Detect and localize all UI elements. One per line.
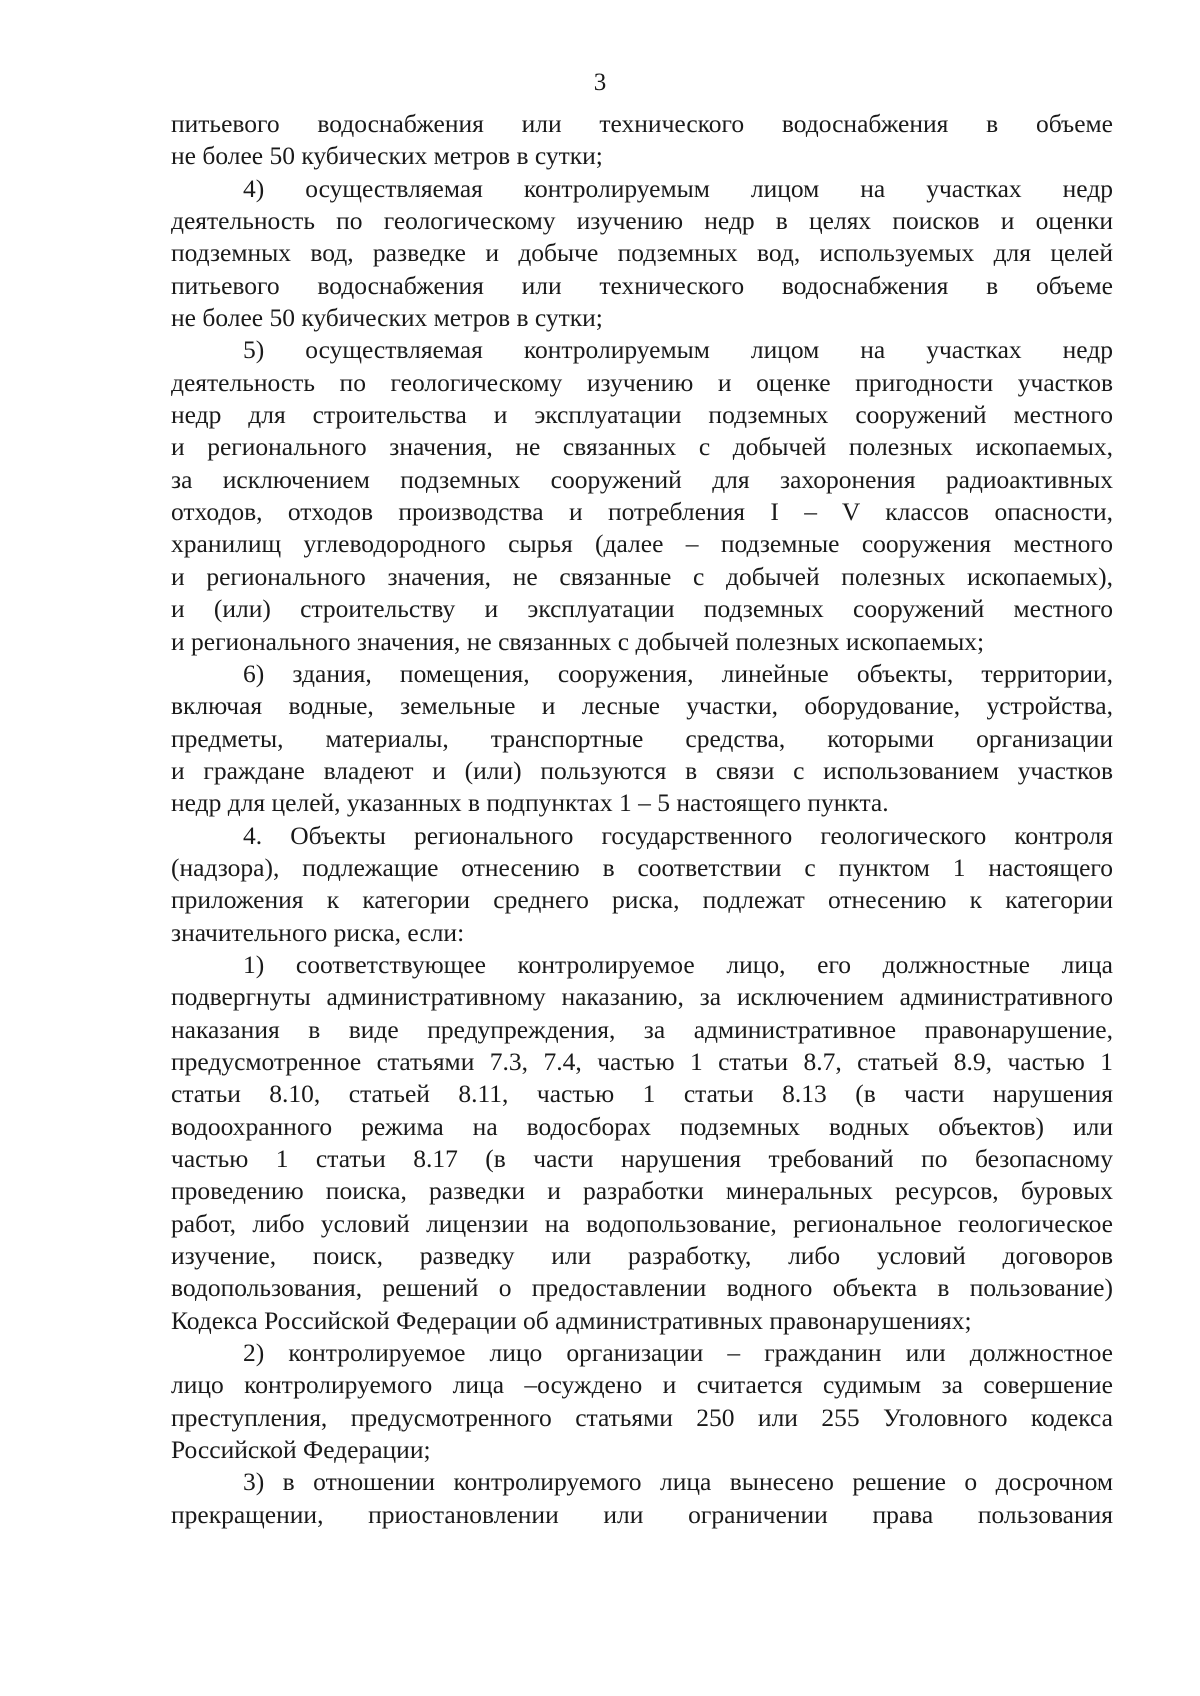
text-line: предусмотренное статьями 7.3, 7.4, частью 1 статьи 8.7, статьей 8.9, частью 1 bbox=[171, 1046, 1113, 1076]
text-line: и граждане владеют и (или) пользуются в связи с использованием участков bbox=[171, 755, 1113, 785]
text-line: деятельность по геологическому изучению и оценке пригодности участков bbox=[171, 367, 1113, 397]
text-line: лицо контролируемого лица –осуждено и считается судимым за совершение bbox=[171, 1370, 1113, 1400]
text-line: за исключением подземных сооружений для захоронения радиоактивных bbox=[171, 464, 1113, 494]
text-line: 1) соответствующее контролируемое лицо, его должностные лица bbox=[243, 949, 1113, 979]
text-line: подвергнуты административному наказанию, за исключением административного bbox=[171, 982, 1113, 1012]
text-line: недр для целей, указанных в подпунктах 1 – 5 настоящего пункта. bbox=[171, 788, 889, 818]
text-line: 3) в отношении контролируемого лица вынесено решение о досрочном bbox=[243, 1467, 1113, 1497]
text-line: и регионального значения, не связанные с добычей полезных ископаемых), bbox=[171, 561, 1113, 591]
text-line: питьевого водоснабжения или технического водоснабжения в объеме bbox=[171, 270, 1113, 300]
text-line: и регионального значения, не связанных с добычей полезных ископаемых, bbox=[171, 432, 1113, 462]
text-line: (надзора), подлежащие отнесению в соответствии с пунктом 1 настоящего bbox=[171, 852, 1113, 882]
text-line: не более 50 кубических метров в сутки; bbox=[171, 141, 603, 171]
text-line: изучение, поиск, разведку или разработку, либо условий договоров bbox=[171, 1241, 1113, 1271]
text-line: значительного риска, если: bbox=[171, 917, 465, 947]
text-line: 2) контролируемое лицо организации – гражданин или должностное bbox=[243, 1338, 1113, 1368]
text-line: подземных вод, разведке и добыче подземных вод, используемых для целей bbox=[171, 238, 1113, 268]
text-line: питьевого водоснабжения или технического водоснабжения в объеме bbox=[171, 109, 1113, 138]
text-line: 5) осуществляемая контролируемым лицом на участках недр bbox=[243, 335, 1113, 365]
document-body bbox=[171, 108, 1113, 1531]
text-line: наказания в виде предупреждения, за административное правонарушение, bbox=[171, 1014, 1113, 1044]
text-line: не более 50 кубических метров в сутки; bbox=[171, 303, 603, 333]
text-line: Кодекса Российской Федерации об административных правонарушениях; bbox=[171, 1305, 972, 1335]
text-line: деятельность по геологическому изучению недр в целях поисков и оценки bbox=[171, 206, 1113, 236]
text-line: частью 1 статьи 8.17 (в части нарушения требований по безопасному bbox=[171, 1144, 1113, 1173]
page-number: 3 bbox=[593, 69, 607, 96]
text-line: и регионального значения, не связанных с добычей полезных ископаемых; bbox=[171, 626, 985, 656]
text-line: преступления, предусмотренного статьями 250 или 255 Уголовного кодекса bbox=[171, 1402, 1113, 1432]
text-line: и (или) строительству и эксплуатации подземных сооружений местного bbox=[171, 594, 1113, 624]
text-line: водоохранного режима на водосборах подземных водных объектов) или bbox=[171, 1111, 1113, 1141]
text-line: 4. Объекты регионального государственного геологического контроля bbox=[243, 820, 1113, 850]
text-line: работ, либо условий лицензии на водопользование, региональное геологическое bbox=[171, 1208, 1113, 1238]
text-line: Российской Федерации; bbox=[171, 1435, 431, 1465]
text-line: проведению поиска, разведки и разработки минеральных ресурсов, буровых bbox=[171, 1176, 1113, 1206]
text-line: недр для строительства и эксплуатации подземных сооружений местного bbox=[171, 400, 1113, 430]
text-line: предметы, материалы, транспортные средства, которыми организации bbox=[171, 723, 1113, 753]
text-line: приложения к категории среднего риска, подлежат отнесению к категории bbox=[171, 885, 1113, 915]
text-line: водопользования, решений о предоставлении водного объекта в пользование) bbox=[171, 1273, 1113, 1303]
text-line: статьи 8.10, статьей 8.11, частью 1 статьи 8.13 (в части нарушения bbox=[171, 1079, 1113, 1109]
text-line: хранилищ углеводородного сырья (далее – подземные сооружения местного bbox=[171, 529, 1113, 559]
text-line: 6) здания, помещения, сооружения, линейные объекты, территории, bbox=[243, 658, 1113, 688]
text-line: отходов, отходов производства и потребления I – V классов опасности, bbox=[171, 497, 1113, 527]
text-line: включая водные, земельные и лесные участки, оборудование, устройства, bbox=[171, 691, 1113, 721]
text-line: прекращении, приостановлении или ограничении права пользования bbox=[171, 1499, 1113, 1529]
text-line: 4) осуществляемая контролируемым лицом на участках недр bbox=[243, 173, 1113, 203]
